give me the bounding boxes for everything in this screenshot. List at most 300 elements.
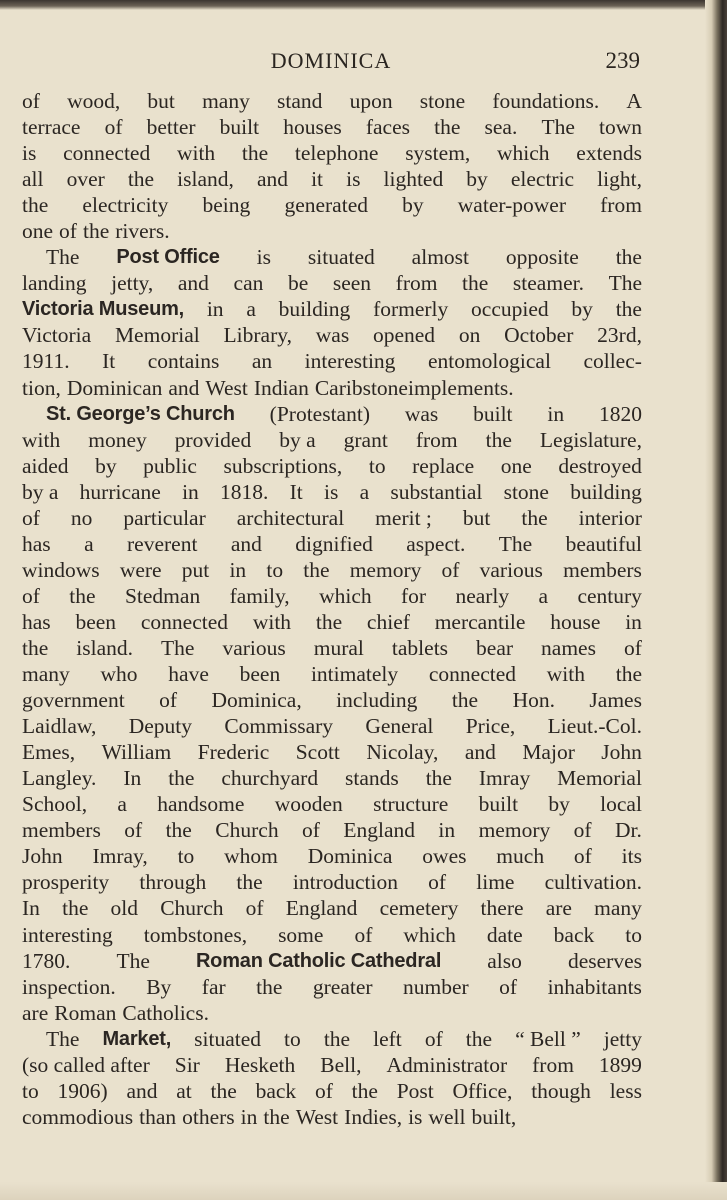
word: hurricane [79, 479, 161, 504]
word: the [127, 167, 155, 192]
word: the [615, 297, 642, 322]
word: with [22, 427, 61, 452]
word: back [553, 922, 595, 947]
word: provided [174, 427, 252, 452]
text-line [22, 922, 642, 948]
word: than [139, 1104, 177, 1129]
word: West [205, 375, 248, 400]
word: an [251, 349, 273, 374]
word: upon [349, 89, 393, 113]
word: has [22, 531, 51, 556]
word: steamer. [512, 271, 584, 296]
word: aspect. [406, 531, 466, 556]
word: Laidlaw, [22, 714, 97, 739]
text-line [22, 270, 642, 296]
word: and [256, 167, 289, 192]
word: less [609, 1078, 642, 1103]
word: the [236, 870, 263, 895]
word: of [245, 896, 264, 921]
word: of [22, 583, 40, 608]
text-line [22, 88, 642, 114]
word: by [95, 453, 117, 478]
word: and [126, 1078, 158, 1103]
word: all [22, 167, 44, 192]
word: Church [160, 896, 224, 921]
word: merit ; [375, 505, 432, 530]
place-heading: Market, [102, 1027, 172, 1050]
word: replace [412, 453, 475, 478]
word: of [124, 818, 143, 843]
text-line [22, 895, 642, 921]
word: Office, [452, 1078, 513, 1103]
word: by a [279, 427, 316, 452]
word: substantial [390, 479, 483, 504]
word: of [354, 922, 373, 947]
word: connected [428, 662, 517, 687]
word: family, [229, 583, 290, 608]
word: A [626, 89, 642, 113]
text-line [22, 296, 642, 322]
word: Indies, [344, 1104, 403, 1129]
word: (Protestant) [269, 401, 370, 426]
word: The [116, 948, 150, 973]
word: the [465, 1026, 493, 1051]
word: particular [123, 505, 206, 530]
word: is [408, 1104, 423, 1129]
book-spine-edge [705, 0, 727, 1200]
word: situated [194, 1026, 262, 1051]
word: local [600, 792, 642, 817]
word: The [498, 531, 533, 556]
word: of [424, 1026, 443, 1051]
word: nearly [455, 583, 510, 608]
word: faces [365, 115, 410, 140]
word: which [497, 141, 550, 166]
word: It [102, 349, 116, 374]
word: stone [503, 479, 549, 504]
page-number: 239 [605, 48, 640, 73]
word: interesting [22, 922, 113, 947]
word: a [359, 479, 370, 504]
word: 1899 [598, 1052, 642, 1077]
word: extends [576, 141, 642, 166]
word: the [165, 818, 192, 843]
text-line [22, 322, 642, 348]
word: architectural [236, 505, 345, 530]
text-line [22, 401, 642, 427]
word: Dominican [66, 375, 163, 400]
word: Imray, [92, 844, 148, 869]
word: lime [476, 870, 515, 895]
word: terrace [22, 115, 81, 140]
word: electricity [82, 193, 169, 218]
text-line [22, 765, 642, 791]
word: 1780. [22, 948, 71, 973]
word: stands [345, 766, 399, 791]
word: mural [313, 635, 364, 660]
text-line [22, 192, 642, 218]
text-line [22, 427, 642, 453]
text-line [22, 609, 642, 635]
paragraph [22, 401, 642, 1026]
word: being [202, 193, 251, 218]
word: been [239, 662, 281, 687]
text-line [22, 166, 642, 192]
word: old [110, 896, 139, 921]
word: contains [147, 349, 220, 374]
word: by a [22, 479, 59, 504]
word: built [219, 115, 260, 140]
word: Dominica, [211, 688, 302, 713]
word: various [222, 635, 286, 660]
word: have [168, 662, 209, 687]
paragraph [22, 244, 642, 400]
word: lighted [383, 167, 444, 192]
word: by [548, 792, 570, 817]
word: town [598, 115, 642, 140]
text-line [22, 974, 642, 1000]
word: Catholics. [122, 1000, 209, 1025]
word: rivers. [115, 219, 170, 244]
word: Sir [174, 1052, 200, 1077]
text-line [22, 869, 642, 895]
word: with [252, 609, 292, 634]
word: of [22, 89, 40, 113]
word: many [202, 89, 250, 113]
word: connected [140, 609, 229, 634]
word: Indian [253, 375, 309, 400]
word: The [541, 115, 575, 140]
word: been [75, 609, 117, 634]
text-line [22, 687, 642, 713]
word: can [233, 271, 264, 296]
word: the [351, 1078, 378, 1103]
word: 23rd, [597, 323, 642, 348]
word: building [570, 479, 642, 504]
word: by [402, 193, 424, 218]
word: the [451, 688, 479, 713]
place-heading: Victoria Museum, [22, 298, 185, 321]
word: built [473, 401, 513, 426]
word: house [550, 609, 601, 634]
word: to [266, 557, 284, 582]
word: number [403, 974, 469, 999]
word: the [22, 193, 49, 218]
word: memory [349, 557, 422, 582]
word: its [621, 844, 642, 869]
text-line [22, 739, 642, 765]
word: By [146, 974, 172, 999]
word: members [22, 818, 101, 843]
word: James [589, 688, 642, 713]
word: and [464, 740, 496, 765]
word: built, [471, 1104, 517, 1129]
text-line [22, 1104, 642, 1130]
word: a [84, 531, 94, 556]
text-line [22, 791, 642, 817]
word: prosperity [22, 870, 110, 895]
running-head: DOMINICA [270, 48, 392, 73]
word: the [69, 583, 96, 608]
word: is [324, 479, 339, 504]
word: foundations. [492, 89, 600, 113]
word: inspection. [22, 974, 116, 999]
text-line [22, 244, 642, 270]
word: William [101, 740, 172, 765]
word: Scott [295, 740, 340, 765]
text-line [22, 583, 642, 609]
word: situated [307, 245, 375, 270]
word: opposite [505, 245, 579, 270]
word: stand [277, 89, 323, 113]
word: houses [283, 115, 342, 140]
word: churchyard [221, 766, 319, 791]
text-line [22, 661, 642, 687]
word: through [139, 870, 207, 895]
text-line [22, 453, 642, 479]
word: water-power [457, 193, 566, 218]
word: opened [372, 323, 436, 348]
paragraph [22, 88, 642, 244]
word: island. [76, 635, 134, 660]
word: various [479, 557, 543, 582]
word: century [577, 583, 642, 608]
word: interior [578, 505, 642, 530]
word: 1818. [220, 479, 269, 504]
word: better [146, 115, 196, 140]
word: Memorial [557, 766, 642, 791]
text-line [22, 140, 642, 166]
word: Legislature, [539, 427, 642, 452]
word: the [241, 141, 269, 166]
word: the [434, 115, 461, 140]
word: telephone [294, 141, 379, 166]
text-line [22, 635, 642, 661]
word: which [403, 922, 456, 947]
word: with [546, 662, 585, 687]
text-line [22, 348, 642, 374]
word: In [123, 766, 142, 791]
word: inhabitants [547, 974, 642, 999]
word: from [395, 271, 438, 296]
word: formerly [373, 297, 449, 322]
word: are [22, 1000, 49, 1025]
word: in [206, 297, 224, 322]
word: Hon. [512, 688, 555, 713]
word: jetty [603, 1026, 642, 1051]
word: The [46, 245, 80, 270]
word: of [159, 688, 178, 713]
word: the [521, 505, 548, 530]
word: including [336, 688, 418, 713]
word: It [289, 479, 303, 504]
word: system, [405, 141, 471, 166]
word: grant [343, 427, 388, 452]
word: interesting [304, 349, 396, 374]
word: the [22, 635, 49, 660]
word: Langley. [22, 766, 97, 791]
text-line [22, 1000, 642, 1026]
word: Roman [54, 1000, 117, 1025]
word: West [295, 1104, 339, 1129]
word: General [365, 714, 434, 739]
word: and [177, 271, 209, 296]
word: October [504, 323, 574, 348]
text-line [22, 1026, 642, 1052]
word: cultivation. [544, 870, 642, 895]
word: the [323, 1026, 351, 1051]
word: seen [332, 271, 372, 296]
word: Emes, [22, 740, 76, 765]
word: Frederic [197, 740, 270, 765]
word: greater [312, 974, 373, 999]
word: Imray [478, 766, 531, 791]
word: tombstones, [143, 922, 248, 947]
word: connected [63, 141, 151, 166]
word: in [229, 557, 247, 582]
word: (so called after [22, 1052, 150, 1077]
word: light, [597, 167, 642, 192]
text-line [22, 531, 642, 557]
word: Caribstoneimplements. [314, 375, 514, 400]
word: to [22, 1078, 39, 1103]
word: The [161, 635, 195, 660]
word: date [486, 922, 523, 947]
body-text [22, 88, 642, 1130]
page-bottom-edge [0, 1182, 727, 1200]
word: The [608, 271, 642, 296]
word: was [315, 323, 350, 348]
word: sea. [484, 115, 518, 140]
word: collec- [583, 349, 642, 374]
word: Deputy [128, 714, 193, 739]
word: introduction [292, 870, 398, 895]
word: John [601, 740, 642, 765]
word: many [594, 896, 642, 921]
word: is [346, 167, 361, 192]
word: one [500, 453, 532, 478]
word: the [425, 766, 452, 791]
word: many [22, 662, 70, 687]
word: but [462, 505, 491, 530]
word: by [571, 297, 593, 322]
word: handsome [157, 792, 245, 817]
word: a [117, 792, 127, 817]
word: of [623, 635, 642, 660]
word: Church [215, 818, 279, 843]
word: “ Bell ” [515, 1026, 581, 1051]
word: In [22, 896, 40, 921]
word: windows [22, 557, 100, 582]
word: also [487, 948, 522, 973]
word: 1820 [598, 401, 642, 426]
word: is [256, 245, 271, 270]
word: building [278, 297, 351, 322]
place-heading: St. George’s Church [46, 402, 235, 425]
word: in [240, 1104, 258, 1129]
word: it [311, 167, 324, 192]
word: chief [366, 609, 410, 634]
word: The [46, 1026, 80, 1051]
word: from [415, 427, 458, 452]
text-line [22, 218, 642, 244]
word: aided [22, 453, 69, 478]
word: island, [177, 167, 234, 192]
word: Stedman [124, 583, 201, 608]
word: almost [411, 245, 470, 270]
word: to [368, 453, 386, 478]
word: the [485, 427, 512, 452]
word: the [82, 219, 110, 244]
word: members [563, 557, 642, 582]
word: entomological [427, 349, 551, 374]
word: electric [510, 167, 575, 192]
word: of [573, 818, 592, 843]
word: reverent [127, 531, 198, 556]
word: tablets [391, 635, 449, 660]
word: of [573, 844, 592, 869]
word: in [438, 818, 456, 843]
word: destroyed [558, 453, 642, 478]
word: of [428, 870, 447, 895]
word: on [458, 323, 481, 348]
word: dignified [295, 531, 373, 556]
word: intimately [310, 662, 399, 687]
place-heading: Roman Catholic Cathedral [195, 949, 442, 972]
text-line [22, 505, 642, 531]
word: built [478, 792, 519, 817]
word: memory [478, 818, 551, 843]
word: is [22, 141, 37, 166]
word: names [541, 635, 596, 660]
text-line [22, 479, 642, 505]
word: whom [224, 844, 278, 869]
word: the [210, 1078, 237, 1103]
word: who [100, 662, 138, 687]
text-line [22, 948, 642, 974]
word: the [263, 1104, 290, 1129]
word: the [315, 609, 343, 634]
word: a [538, 583, 549, 608]
word: the [615, 245, 642, 270]
word: to [625, 922, 642, 947]
word: and [230, 531, 262, 556]
word: beautiful [565, 531, 642, 556]
word: Hesketh [224, 1052, 296, 1077]
place-heading: Post Office [116, 246, 220, 269]
word: a [246, 297, 256, 322]
word: far [201, 974, 226, 999]
word: generated [284, 193, 368, 218]
text-line [22, 817, 642, 843]
word: landing [22, 271, 87, 296]
word: public [143, 453, 197, 478]
word: bear [476, 635, 514, 660]
text-line [22, 713, 642, 739]
word: to [177, 844, 195, 869]
word: in [547, 401, 565, 426]
word: by [466, 167, 488, 192]
word: left [373, 1026, 402, 1051]
word: Commissary [224, 714, 334, 739]
word: the [168, 766, 195, 791]
word: of [104, 115, 123, 140]
word: though [531, 1078, 591, 1103]
word: to [284, 1026, 301, 1051]
word: Victoria [22, 323, 92, 348]
word: has [22, 609, 51, 634]
word: John [22, 844, 63, 869]
